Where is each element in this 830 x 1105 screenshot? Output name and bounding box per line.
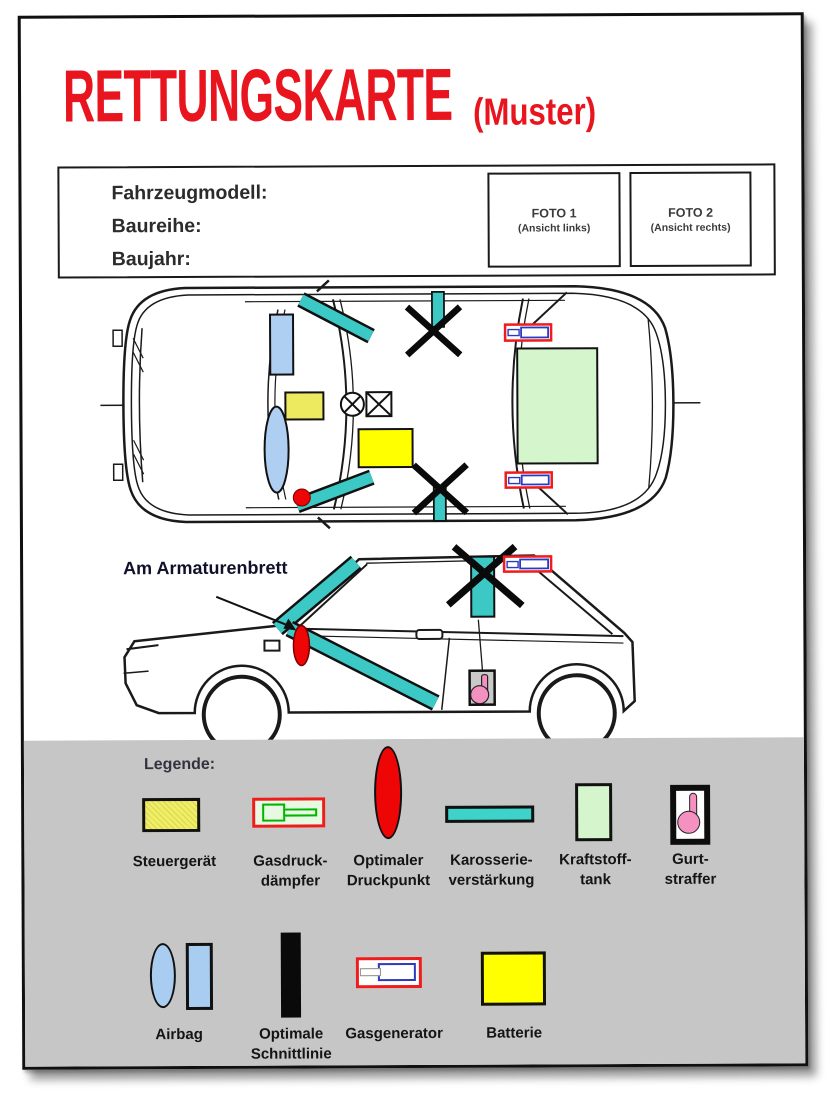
kraftstofftank-swatch bbox=[575, 783, 612, 841]
kraftstofftank-marker bbox=[517, 348, 598, 463]
vehicle-info-box bbox=[57, 163, 775, 278]
steuergeraet-swatch bbox=[142, 798, 200, 832]
photo2-title: FOTO 2 bbox=[668, 205, 714, 220]
field-label-baureihe: Baureihe: bbox=[111, 214, 202, 238]
field-label-baujahr: Baujahr: bbox=[111, 247, 191, 271]
photo2-caption: (Ansicht rechts) bbox=[650, 221, 731, 234]
legend-panel bbox=[24, 737, 805, 1066]
airbag-marker-dashboard bbox=[270, 315, 293, 375]
gasgenerator-swatch bbox=[356, 957, 422, 988]
batterie-swatch bbox=[481, 951, 546, 1005]
legend-heading: Legende: bbox=[143, 755, 216, 774]
rettungskarte-page bbox=[18, 12, 809, 1069]
car-top-body bbox=[100, 279, 701, 530]
legend-label-kraftstofftank: Kraftstoff- tank bbox=[559, 851, 632, 889]
field-label-fahrzeugmodell: Fahrzeugmodell: bbox=[111, 181, 268, 205]
gurtstraffer-marker bbox=[470, 671, 495, 705]
gasgenerator-marker bbox=[506, 472, 552, 487]
legend-label-optimaler-druckpunkt: Optimaler Druckpunkt bbox=[346, 851, 431, 890]
gasgenerator-marker bbox=[505, 324, 551, 340]
legend-label-gasgenerator: Gasgenerator bbox=[345, 1024, 443, 1043]
legend-label-batterie: Batterie bbox=[486, 1024, 543, 1042]
car-top-view-diagram bbox=[95, 278, 706, 546]
legend-label-gurtstraffer: Gurt- straffer bbox=[664, 850, 717, 888]
karosserieverstaerkung-swatch bbox=[445, 805, 534, 822]
photo-placeholder-left bbox=[487, 172, 620, 268]
front-corner-detail bbox=[114, 464, 123, 480]
legend-label-steuergeraet: Steuergerät bbox=[132, 852, 217, 871]
gasdruck-rod bbox=[283, 808, 317, 816]
optimale-schnittlinie-swatch bbox=[281, 932, 301, 1017]
photo1-caption: (Ansicht links) bbox=[517, 221, 591, 235]
door-handle bbox=[416, 630, 442, 639]
legend-label-optimale-schnittlinie: Optimale Schnittlinie bbox=[250, 1025, 332, 1063]
optimaler-druckpunkt-dot bbox=[293, 489, 310, 506]
gasdruck-cylinder bbox=[262, 804, 285, 822]
car-side-body bbox=[123, 555, 635, 753]
photo1-title: FOTO 1 bbox=[531, 205, 577, 220]
front-corner-detail bbox=[113, 330, 122, 346]
airbag-rect-swatch bbox=[186, 943, 213, 1010]
optimaler-druckpunkt-swatch bbox=[374, 746, 402, 839]
gasgenerator-tip bbox=[360, 968, 381, 976]
gurtstraffer-ball bbox=[677, 811, 700, 834]
annotation-am-armaturenbrett: Am Armaturenbrett bbox=[123, 557, 288, 579]
optimaler-druckpunkt-dot bbox=[293, 625, 309, 665]
gasgenerator-marker bbox=[504, 556, 551, 571]
batterie-marker bbox=[359, 429, 413, 467]
legend-label-gasdruckdaempfer: Gasdruck- dämpfer bbox=[253, 852, 328, 890]
airbag-ellipse-swatch bbox=[150, 943, 176, 1008]
fender-badge bbox=[264, 641, 279, 651]
page-title: RETTUNGSKARTE bbox=[62, 52, 453, 138]
legend-label-airbag: Airbag bbox=[155, 1025, 203, 1044]
photo-placeholder-right bbox=[629, 172, 751, 268]
page-title-suffix: (Muster) bbox=[473, 91, 597, 134]
legend-label-karosserieverstaerkung: Karosserie- verstärkung bbox=[448, 851, 535, 889]
steuergeraet-marker bbox=[285, 392, 323, 419]
gurtstraffer-swatch bbox=[670, 785, 710, 845]
gasdruckdaempfer-swatch bbox=[252, 797, 325, 827]
gasgenerator-cylinder bbox=[378, 963, 416, 981]
